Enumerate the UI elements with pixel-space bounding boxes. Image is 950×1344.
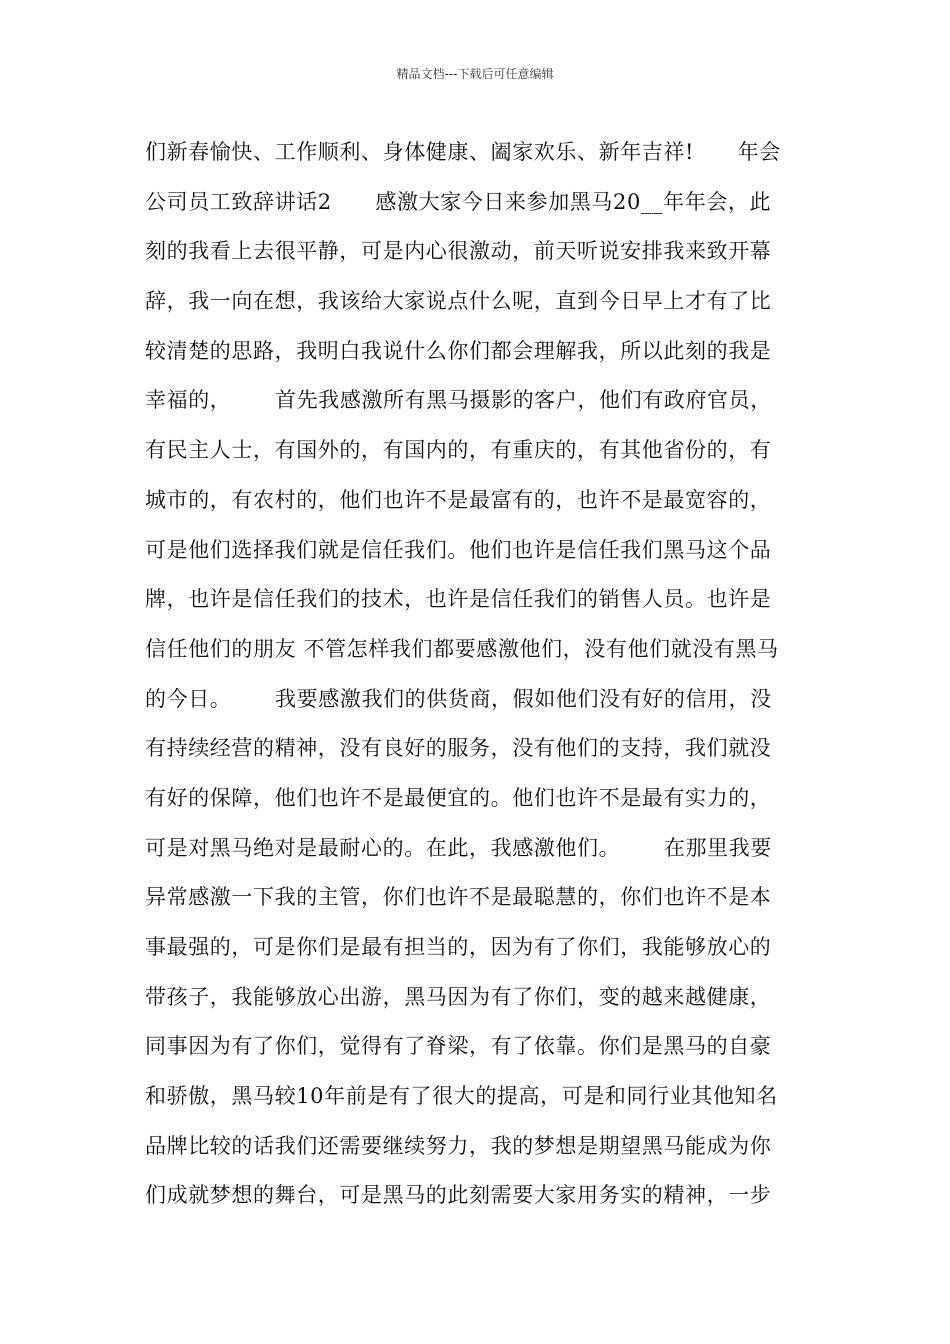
- text-line: 信任他们的朋友 不管怎样我们都要感激他们，没有他们就没有黑马: [145, 636, 779, 661]
- text-line: 品牌比较的话我们还需要继续努力，我的梦想是期望黑马能成为你: [145, 1133, 772, 1158]
- text-line: 辞，我一向在想，我该给大家说点什么呢，直到今日早上才有了比: [145, 289, 772, 314]
- text-line: 可是他们选择我们就是信任我们。他们也许是信任我们黑马这个品: [145, 537, 772, 562]
- text-line: 带孩子，我能够放心出游，黑马因为有了你们，变的越来越健康，: [145, 984, 772, 1009]
- text-line: 较清楚的思路，我明白我说什么你们都会理解我，所以此刻的我是: [145, 338, 772, 363]
- text-line: 有持续经营的精神，没有良好的服务，没有他们的支持，我们就没: [145, 736, 772, 761]
- text-line: 和骄傲，黑马较10年前是有了很大的提高，可是和同行业其他知名: [145, 1084, 778, 1109]
- text-line: 事最强的，可是你们是最有担当的，因为有了你们，我能够放心的: [145, 935, 772, 959]
- text-line: 们成就梦想的舞台，可是黑马的此刻需要大家用务实的精神，一步: [145, 1183, 772, 1208]
- text-line: 的今日。 我要感激我们的供货商，假如他们没有好的信用，没: [145, 686, 772, 711]
- text-line: 刻的我看上去很平静，可是内心很激动，前天听说安排我来致开幕: [145, 239, 772, 264]
- text-line: 城市的，有农村的，他们也许不是最富有的，也许不是最宽容的，: [145, 487, 772, 512]
- text-line: 们新春愉快、工作顺利、身体健康、阖家欢乐、新年吉祥! 年会: [145, 140, 781, 164]
- page-header: 精品文档---下载后可任意编辑: [396, 67, 554, 81]
- body-text: [145, 132, 815, 1225]
- text-line: 公司员工致辞讲话2 感激大家今日来参加黑马20__年年会，此: [145, 189, 772, 214]
- text-line: 有民主人士，有国外的，有国内的，有重庆的，有其他省份的，有: [145, 438, 772, 463]
- text-line: 牌，也许是信任我们的技术，也许是信任我们的销售人员。也许是: [145, 587, 772, 612]
- text-line: 同事因为有了你们，觉得有了脊梁，有了依靠。你们是黑马的自豪: [145, 1034, 772, 1059]
- text-line: 有好的保障，他们也许不是最便宜的。他们也许不是最有实力的，: [145, 785, 772, 810]
- text-line: 可是对黑马绝对是最耐心的。在此，我感激他们。 在那里我要: [145, 835, 772, 860]
- text-line: 异常感激一下我的主管，你们也许不是最聪慧的，你们也许不是本: [145, 885, 772, 910]
- text-line: 幸福的， 首先我感激所有黑马摄影的客户，他们有政府官员，: [145, 388, 772, 413]
